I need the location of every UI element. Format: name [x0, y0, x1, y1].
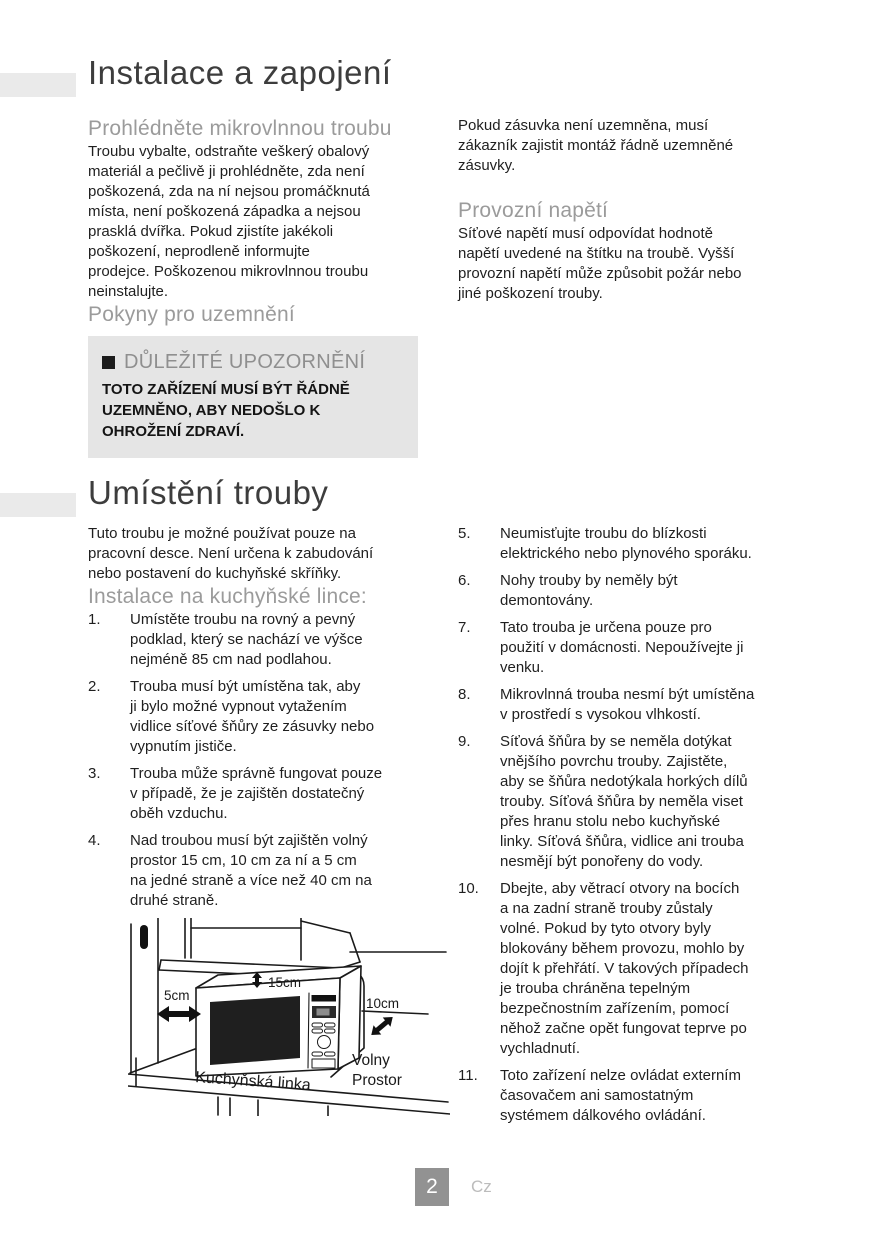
free-space-label-line1: Volny: [352, 1052, 390, 1069]
list-item-text: Dbejte, aby větrací otvory na bocích a na zadní straně trouby zůstaly volné. Pokud by tyto otvory byly blokovány během provozu, mohlo by dojít k přehřátí. V takových případech je trouba chráněna tepelným bezpečnostním zařízením, pomocí něhož začne opět fungovat teprve po vychladnutí.: [500, 880, 749, 1057]
list-item-number: 2.: [88, 678, 101, 695]
list-item-number: 7.: [458, 619, 471, 636]
cabinet-handle: [140, 925, 148, 949]
list-item-text: Síťová šňůra by se neměla dotýkat vnějšího povrchu trouby. Zajistěte, aby se šňůra nedotýkala horkých dílů trouby. Síťová šňůra by neměla viset přes hranu stolu nebo kuchyňské linky. Síťová šňůra, vidlice ani trouba nesmějí být ponořeny do vody.: [500, 733, 748, 870]
placement-left-column: [88, 524, 434, 1133]
list-item-text: Toto zařízení nelze ovládat externím časovačem ani samostatným systémem dálkového ovládání.: [500, 1067, 741, 1124]
socket-note: Pokud zásuvka není uzemněna, musí zákazník zajistit montáž řádně uzemněné zásuvky.: [458, 117, 734, 174]
grounding-heading: Pokyny pro uzemnění: [88, 303, 295, 326]
inspect-oven-heading: Prohlédněte mikrovlnnou troubu: [88, 117, 392, 140]
installation-right-column: [458, 116, 798, 458]
list-item-number: 6.: [458, 572, 471, 589]
placement-columns: [88, 524, 874, 1133]
brand-logo-text: Panasonic: [314, 997, 333, 1002]
notice-title: DŮLEŽITÉ UPOZORNĚNÍ: [124, 351, 366, 373]
wall-cabinet-side: [131, 918, 158, 1072]
list-item-text: Trouba musí být umístěna tak, aby ji bylo možné vypnout vytažením vidlice síťové šňůry ze zásuvky nebo vypnutím jističe.: [130, 678, 375, 755]
section-placement-title-row: [88, 474, 874, 512]
rear-clearance-label: 10cm: [366, 996, 400, 1011]
top-clearance-label: 15cm: [268, 975, 302, 990]
list-item-number: 10.: [458, 880, 479, 897]
inspect-oven-body: Troubu vybalte, odstraňte veškerý obalový materiál a pečlivě ji prohlédněte, zda není poškozená, zda na ní nejsou promáčknutá místa, není poškozená západka a nejsou prasklá dvířka. Pokud zjistíte jakékoli poškození, neprodleně informujte prodejce. Poškozenou mikrovlnnou troubu neinstalujte.: [88, 143, 370, 300]
installation-left-column: [88, 116, 434, 458]
voltage-heading: Provozní napětí: [458, 199, 609, 222]
list-item-number: 11.: [458, 1067, 478, 1084]
list-item: [88, 764, 434, 824]
list-item-text: Nad troubou musí být zajištěn volný prostor 15 cm, 10 cm za ní a 5 cm na jedné straně a více než 40 cm na druhé straně.: [130, 832, 372, 909]
list-item: [458, 732, 798, 872]
list-item-number: 8.: [458, 686, 471, 703]
list-item-text: Neumisťujte troubu do blízkosti elektrického nebo plynového sporáku.: [500, 525, 752, 562]
list-item: [458, 618, 798, 678]
list-item-number: 1.: [88, 611, 101, 628]
list-item-text: Mikrovlnná trouba nesmí být umístěna v prostředí s vysokou vlhkostí.: [500, 686, 755, 723]
side-clearance-label: 5cm: [164, 988, 190, 1003]
list-item: [458, 685, 798, 725]
section-title-installation: Instalace a zapojení: [88, 54, 392, 91]
list-item: [88, 831, 434, 911]
important-notice-box: [88, 336, 418, 458]
clearance-diagram: [128, 918, 434, 1121]
list-item: [458, 879, 798, 1059]
list-item-number: 3.: [88, 765, 101, 782]
list-item: [88, 677, 434, 757]
list-item: [88, 610, 434, 670]
placement-right-column: [458, 524, 798, 1133]
voltage-body: Síťové napětí musí odpovídat hodnotě napětí uvedené na štítku na troubě. Vyšší provozní napětí může způsobit požár nebo jiné poškození trouby.: [458, 225, 742, 302]
installation-columns: [88, 116, 874, 458]
rear-clearance-arrow: [367, 1012, 396, 1039]
page-number-badge: [415, 1168, 449, 1206]
countertop-install-heading: Instalace na kuchyňské lince:: [88, 585, 367, 608]
section-installation-title-row: [88, 54, 874, 92]
list-item-text: Tato trouba je určena pouze pro použití v domácnosti. Nepoužívejte ji venku.: [500, 619, 744, 676]
list-item-text: Nohy trouby by neměly být demontovány.: [500, 572, 678, 609]
free-space-label-line2: Prostor: [352, 1072, 402, 1089]
list-item: [458, 524, 798, 564]
side-clearance-arrow: [157, 1006, 201, 1022]
section-accent-bar: [0, 73, 76, 97]
section-accent-bar: [0, 493, 76, 517]
microwave-illustration: [128, 918, 450, 1116]
list-item: [458, 571, 798, 611]
language-code: Cz: [471, 1177, 492, 1196]
page-footer: [415, 1168, 492, 1206]
counter-label: Kuchyňská linka: [194, 1069, 312, 1095]
list-item-text: Trouba může správně fungovat pouze v případě, že je zajištěn dostatečný oběh vzduchu.: [130, 765, 383, 822]
section-title-placement: Umístění trouby: [88, 474, 329, 511]
notice-title-row: [102, 349, 402, 375]
notice-body: TOTO ZAŘÍZENÍ MUSÍ BÝT ŘÁDNĚ UZEMNĚNO, ABY NEDOŠLO K OHROŽENÍ ZDRAVÍ.: [102, 381, 350, 440]
list-item-number: 9.: [458, 733, 471, 750]
list-item-text: Umístěte troubu na rovný a pevný podklad, který se nachází ve výšce nejméně 85 cm nad podlahou.: [130, 611, 363, 668]
list-item-number: 5.: [458, 525, 471, 542]
oven-door-window: [210, 996, 300, 1065]
placement-intro: Tuto troubu je možné používat pouze na pracovní desce. Není určena k zabudování nebo postavení do kuchyňské skříňky.: [88, 525, 374, 582]
list-item: [458, 1066, 798, 1126]
square-bullet-icon: [102, 356, 115, 369]
page-number: 2: [426, 1175, 438, 1198]
list-item-number: 4.: [88, 832, 101, 849]
